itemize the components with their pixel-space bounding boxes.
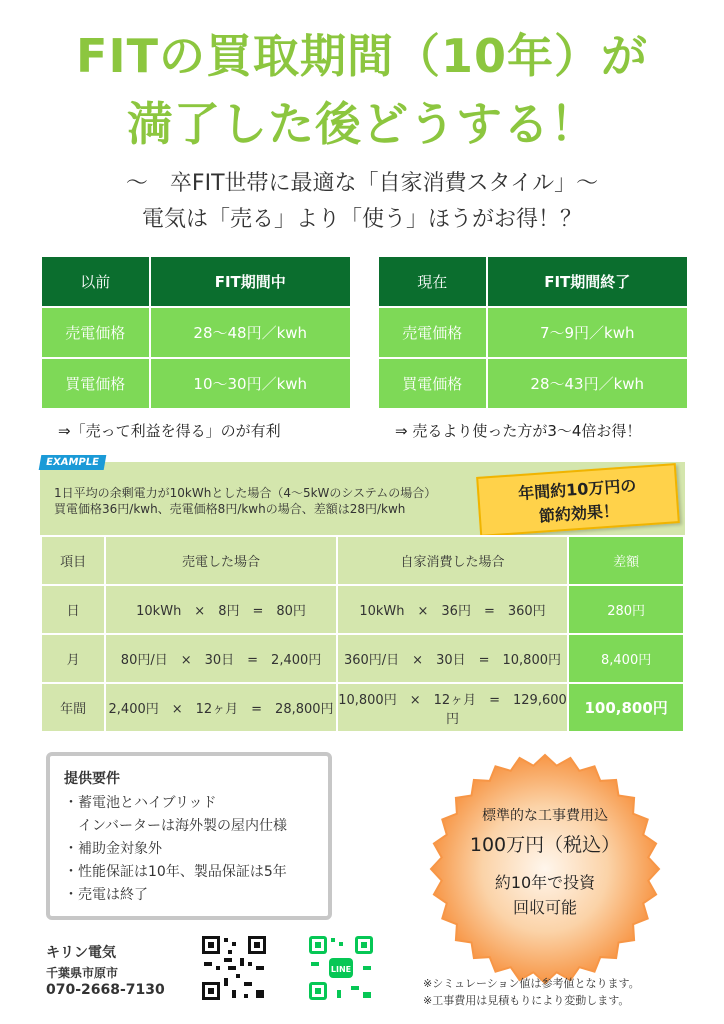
header-cell: 項目	[41, 536, 105, 585]
requirements-box	[46, 752, 332, 920]
example-condition-1: 1日平均の余剰電力が10kWhとした場合（4～5kWのシステムの場合）	[54, 486, 437, 500]
footnote: ※シミュレーション値は参考値となります。	[423, 977, 640, 990]
footnote: ※工事費用は見積もりにより変動します。	[423, 994, 630, 1007]
header-cell: 自家消費した場合	[337, 536, 568, 585]
requirement-item: インバーターは海外製の屋内仕様	[64, 818, 288, 834]
requirement-item: ・蓄電池とハイブリッド	[64, 795, 217, 811]
callout-line1: 年間約10万円の	[517, 475, 637, 504]
line-qr-code-icon[interactable]	[307, 934, 375, 1002]
row-label: 売電価格	[41, 307, 150, 358]
subtitle-line2: 電気は「売る」より「使う」ほうがお得！？	[141, 207, 582, 232]
left-conclusion: ⇒「売って利益を得る」のが有利	[58, 422, 281, 440]
qr-code-icon[interactable]	[200, 934, 268, 1002]
callout-line2: 節約効果！	[538, 501, 620, 526]
page-title-line2: 満了した後どうする！	[127, 97, 597, 151]
header-cell: FIT期間終了	[487, 256, 689, 307]
self-use-cell: 10kWh × 36円 = 360円	[337, 585, 568, 634]
table-row	[41, 585, 684, 634]
subtitle-line1: ～ 卒FIT世帯に最適な「自家消費スタイル」～	[125, 171, 599, 196]
company-address: 千葉県市原市	[46, 966, 119, 980]
requirement-item: ・売電は終了	[64, 887, 148, 903]
self-use-cell: 10,800円 × 12ヶ月 = 129,600円	[337, 683, 568, 732]
example-badge: EXAMPLE	[39, 455, 106, 470]
difference-cell: 8,400円	[568, 634, 684, 683]
burst-payback-2: 回収可能	[512, 898, 577, 917]
page-title-line1: FITの買取期間（10年）が	[76, 29, 648, 83]
sell-cell: 80円/日 × 30日 = 2,400円	[105, 634, 336, 683]
burst-cost-label: 標準的な工事費用込	[482, 808, 608, 824]
self-use-cell: 360円/日 × 30日 = 10,800円	[337, 634, 568, 683]
table-row	[41, 683, 684, 732]
fit-period-table	[40, 255, 352, 410]
header-cell: FIT期間中	[150, 256, 352, 307]
difference-cell: 280円	[568, 585, 684, 634]
header-cell: 以前	[41, 256, 150, 307]
row-value: 7～9円／kwh	[487, 307, 689, 358]
row-label: 買電価格	[41, 358, 150, 409]
svg-text:LINE: LINE	[330, 965, 352, 974]
row-label: 買電価格	[378, 358, 487, 409]
table-row	[41, 634, 684, 683]
row-value: 28～48円／kwh	[150, 307, 352, 358]
difference-cell: 100,800円	[568, 683, 684, 732]
burst-payback-1: 約10年で投資	[494, 873, 596, 892]
sell-cell: 2,400円 × 12ヶ月 = 28,800円	[105, 683, 336, 732]
company-name: キリン電気	[46, 945, 116, 961]
row-label: 売電価格	[378, 307, 487, 358]
requirements-heading: 提供要件	[64, 771, 120, 787]
period-cell: 日	[41, 585, 105, 634]
company-phone: 070-2668-7130	[46, 982, 165, 998]
starburst-icon	[428, 752, 662, 986]
header-cell: 売電した場合	[105, 536, 336, 585]
example-condition-2: 買電価格36円/kwh、売電価格8円/kwhの場合、差額は28円/kwh	[54, 502, 406, 516]
requirement-item: ・性能保証は10年、製品保証は5年	[64, 864, 287, 880]
right-conclusion: ⇒ 売るより使った方が3～4倍お得！	[395, 422, 642, 440]
post-fit-table	[377, 255, 689, 410]
header-cell: 差額	[568, 536, 684, 585]
period-cell: 年間	[41, 683, 105, 732]
burst-price: 100万円（税込）	[469, 834, 621, 856]
sell-cell: 10kWh × 8円 = 80円	[105, 585, 336, 634]
header-cell: 現在	[378, 256, 487, 307]
row-value: 28～43円／kwh	[487, 358, 689, 409]
savings-table	[40, 535, 685, 733]
period-cell: 月	[41, 634, 105, 683]
requirement-item: ・補助金対象外	[64, 841, 162, 857]
row-value: 10～30円／kwh	[150, 358, 352, 409]
